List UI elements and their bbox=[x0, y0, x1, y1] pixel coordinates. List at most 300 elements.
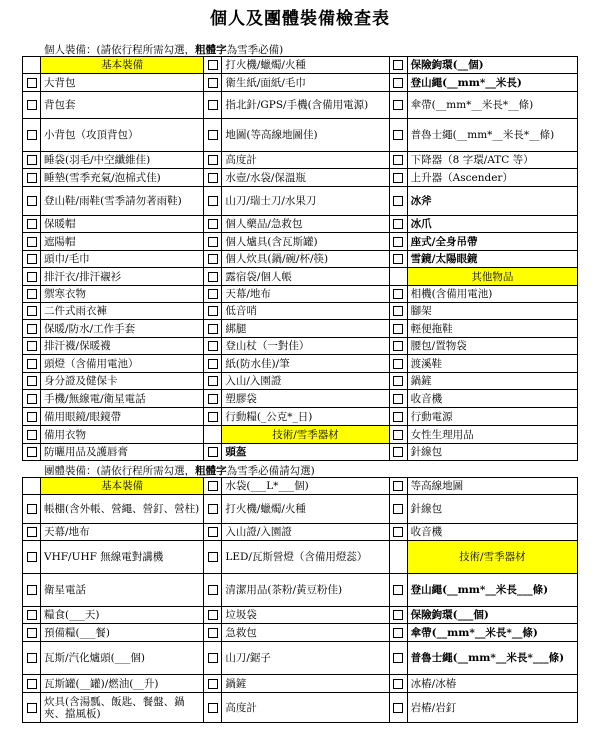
table-row bbox=[23, 478, 578, 495]
checkbox-icon[interactable] bbox=[208, 341, 218, 351]
item-checkbox[interactable] bbox=[23, 495, 41, 524]
item-checkbox[interactable] bbox=[389, 408, 407, 426]
item-label: 個人藥品/急救包 bbox=[222, 216, 389, 233]
item-label: 天幕/地布 bbox=[222, 286, 389, 303]
item-label: 保險鉤環(___個) bbox=[407, 607, 577, 624]
checkbox-icon[interactable] bbox=[208, 60, 218, 70]
item-checkbox[interactable] bbox=[204, 355, 222, 373]
checkbox-icon[interactable] bbox=[393, 359, 403, 369]
checkbox-icon[interactable] bbox=[208, 254, 218, 264]
item-label: 針線包 bbox=[407, 444, 577, 461]
item-label: 清潔用品(茶粉/黃豆粉佳) bbox=[222, 574, 389, 607]
checkbox-icon[interactable] bbox=[208, 173, 218, 183]
checkbox-icon[interactable] bbox=[27, 703, 37, 713]
item-checkbox[interactable] bbox=[389, 57, 407, 74]
item-label: 綁腿 bbox=[222, 320, 389, 338]
item-checkbox[interactable] bbox=[204, 57, 222, 74]
checkbox-icon[interactable] bbox=[208, 585, 218, 595]
checkbox-icon[interactable] bbox=[208, 610, 218, 620]
section-header: 技術/雪季器材 bbox=[222, 426, 389, 444]
checkbox-icon[interactable] bbox=[208, 703, 218, 713]
item-checkbox[interactable] bbox=[23, 642, 41, 675]
item-label: 普魯士繩(__mm*__米長*___條) bbox=[407, 642, 577, 675]
table-row bbox=[23, 426, 578, 444]
item-label: 登山繩(__mm*__米長___條) bbox=[407, 574, 577, 607]
group-gear-table bbox=[22, 477, 578, 723]
checkbox-icon[interactable] bbox=[27, 306, 37, 316]
item-checkbox[interactable] bbox=[389, 303, 407, 320]
item-checkbox[interactable] bbox=[204, 478, 222, 495]
item-checkbox[interactable] bbox=[204, 642, 222, 675]
checkbox-icon[interactable] bbox=[27, 412, 37, 422]
checkbox-icon[interactable] bbox=[208, 628, 218, 638]
checkbox-icon[interactable] bbox=[393, 481, 403, 491]
section-header: 基本裝備 bbox=[41, 478, 204, 495]
item-checkbox[interactable] bbox=[204, 233, 222, 251]
item-checkbox[interactable] bbox=[23, 693, 41, 723]
item-checkbox[interactable] bbox=[204, 524, 222, 541]
item-checkbox[interactable] bbox=[389, 152, 407, 169]
item-label: 登山鞋/雨鞋(雪季請勿著雨鞋) bbox=[41, 187, 204, 216]
item-checkbox[interactable] bbox=[204, 495, 222, 524]
checkbox-icon[interactable] bbox=[393, 196, 403, 206]
table-row bbox=[23, 693, 578, 723]
table-row bbox=[23, 74, 578, 92]
checkbox-icon[interactable] bbox=[27, 527, 37, 537]
item-checkbox[interactable] bbox=[23, 169, 41, 187]
checkbox-icon[interactable] bbox=[208, 306, 218, 316]
item-checkbox[interactable] bbox=[23, 444, 41, 461]
checkbox-icon[interactable] bbox=[208, 196, 218, 206]
empty-checkbox-cell bbox=[23, 57, 41, 74]
item-label: 塑膠袋 bbox=[222, 390, 389, 408]
item-checkbox[interactable] bbox=[204, 303, 222, 320]
item-checkbox[interactable] bbox=[389, 693, 407, 723]
checkbox-icon[interactable] bbox=[27, 324, 37, 334]
item-checkbox[interactable] bbox=[23, 268, 41, 286]
item-label: 冰爪 bbox=[407, 216, 577, 233]
table-row bbox=[23, 355, 578, 373]
checkbox-icon[interactable] bbox=[27, 394, 37, 404]
item-checkbox[interactable] bbox=[23, 320, 41, 338]
table-row bbox=[23, 268, 578, 286]
item-label: 腰包/置物袋 bbox=[407, 338, 577, 355]
item-checkbox[interactable] bbox=[204, 444, 222, 461]
item-checkbox[interactable] bbox=[23, 152, 41, 169]
checkbox-icon[interactable] bbox=[393, 78, 403, 88]
checkbox-icon[interactable] bbox=[393, 219, 403, 229]
item-checkbox[interactable] bbox=[204, 373, 222, 390]
checkbox-icon[interactable] bbox=[393, 289, 403, 299]
item-label: 高度計 bbox=[222, 693, 389, 723]
item-label: 收音機 bbox=[407, 524, 577, 541]
item-checkbox[interactable] bbox=[23, 74, 41, 92]
table-row bbox=[23, 92, 578, 119]
item-label: 地圖(等高線地圖佳) bbox=[222, 119, 389, 152]
item-checkbox[interactable] bbox=[23, 187, 41, 216]
group-note-suffix: 為雪季必備請勾選) bbox=[226, 465, 315, 477]
item-label: 睡墊(雪季充氣/泡棉式佳) bbox=[41, 169, 204, 187]
checkbox-icon[interactable] bbox=[208, 237, 218, 247]
checkbox-icon[interactable] bbox=[27, 78, 37, 88]
item-label: 排汗衣/排汗襯衫 bbox=[41, 268, 204, 286]
checkbox-icon[interactable] bbox=[393, 610, 403, 620]
group-gear-note bbox=[44, 463, 315, 478]
table-row bbox=[23, 373, 578, 390]
checkbox-icon[interactable] bbox=[208, 412, 218, 422]
checkbox-icon[interactable] bbox=[208, 394, 218, 404]
item-checkbox[interactable] bbox=[204, 624, 222, 642]
checkbox-icon[interactable] bbox=[208, 552, 218, 562]
item-label: 鍋鏟 bbox=[407, 373, 577, 390]
item-label: 瓦斯/汽化爐頭(___個) bbox=[41, 642, 204, 675]
checkbox-icon[interactable] bbox=[393, 412, 403, 422]
section-header: 其他物品 bbox=[407, 268, 577, 286]
checkbox-icon[interactable] bbox=[208, 527, 218, 537]
item-label: 座式/全身吊帶 bbox=[407, 233, 577, 251]
item-label: 小背包（攻頂背包） bbox=[41, 119, 204, 152]
item-checkbox[interactable] bbox=[23, 426, 41, 444]
item-label: 鍋鏟 bbox=[222, 675, 389, 693]
item-checkbox[interactable] bbox=[23, 390, 41, 408]
item-checkbox[interactable] bbox=[204, 92, 222, 119]
checkbox-icon[interactable] bbox=[27, 219, 37, 229]
item-label: LED/瓦斯營燈（含備用燈蕊） bbox=[222, 541, 389, 574]
item-checkbox[interactable] bbox=[389, 187, 407, 216]
item-label: 頭盔 bbox=[222, 444, 389, 461]
item-checkbox[interactable] bbox=[204, 320, 222, 338]
item-checkbox[interactable] bbox=[204, 251, 222, 268]
item-checkbox[interactable] bbox=[23, 251, 41, 268]
item-checkbox[interactable] bbox=[389, 642, 407, 675]
item-label: 登山繩(__mm*__米長) bbox=[407, 74, 577, 92]
item-checkbox[interactable] bbox=[23, 373, 41, 390]
item-label: 雪鏡/太陽眼鏡 bbox=[407, 251, 577, 268]
checkbox-icon[interactable] bbox=[208, 272, 218, 282]
item-checkbox[interactable] bbox=[389, 92, 407, 119]
item-checkbox[interactable] bbox=[389, 251, 407, 268]
table-row bbox=[23, 408, 578, 426]
item-checkbox[interactable] bbox=[23, 355, 41, 373]
personal-gear-table bbox=[22, 56, 578, 461]
item-checkbox[interactable] bbox=[389, 426, 407, 444]
item-checkbox[interactable] bbox=[389, 607, 407, 624]
item-checkbox[interactable] bbox=[204, 338, 222, 355]
checkbox-icon[interactable] bbox=[27, 376, 37, 386]
item-label: 普魯士繩(__mm*__米長*__條) bbox=[407, 119, 577, 152]
item-label: 帳棚(含外帳、營繩、營釘、營柱) bbox=[41, 495, 204, 524]
item-label: 身分證及健保卡 bbox=[41, 373, 204, 390]
item-label: 睡袋(羽毛/中空纖維佳) bbox=[41, 152, 204, 169]
checkbox-icon[interactable] bbox=[27, 585, 37, 595]
item-label: 高度計 bbox=[222, 152, 389, 169]
checkbox-icon[interactable] bbox=[27, 610, 37, 620]
item-checkbox[interactable] bbox=[23, 408, 41, 426]
item-label: 山刀/瑞士刀/水果刀 bbox=[222, 187, 389, 216]
checkbox-icon[interactable] bbox=[208, 504, 218, 514]
item-checkbox[interactable] bbox=[204, 268, 222, 286]
table-row bbox=[23, 233, 578, 251]
checkbox-icon[interactable] bbox=[208, 679, 218, 689]
item-label: 輕便拖鞋 bbox=[407, 320, 577, 338]
item-label: 糧食(___天) bbox=[41, 607, 204, 624]
item-label: 天幕/地布 bbox=[41, 524, 204, 541]
checkbox-icon[interactable] bbox=[393, 394, 403, 404]
item-checkbox[interactable] bbox=[389, 119, 407, 152]
item-checkbox[interactable] bbox=[204, 408, 222, 426]
item-label: 個人爐具(含瓦斯罐) bbox=[222, 233, 389, 251]
item-checkbox[interactable] bbox=[204, 607, 222, 624]
item-checkbox[interactable] bbox=[23, 216, 41, 233]
checkbox-icon[interactable] bbox=[393, 703, 403, 713]
item-checkbox[interactable] bbox=[389, 373, 407, 390]
item-label: 打火機/蠟燭/火種 bbox=[222, 495, 389, 524]
item-checkbox[interactable] bbox=[389, 524, 407, 541]
checkbox-icon[interactable] bbox=[393, 237, 403, 247]
personal-note-text: 個人裝備：(請依行程所需勾選， bbox=[44, 44, 196, 56]
item-label: 露宿袋/個人帳 bbox=[222, 268, 389, 286]
checkbox-icon[interactable] bbox=[27, 679, 37, 689]
checkbox-icon[interactable] bbox=[393, 155, 403, 165]
item-checkbox[interactable] bbox=[23, 286, 41, 303]
checkbox-icon[interactable] bbox=[27, 173, 37, 183]
checkbox-icon[interactable] bbox=[27, 504, 37, 514]
item-checkbox[interactable] bbox=[23, 524, 41, 541]
item-label: 下降器（8 字環/ATC 等） bbox=[407, 152, 577, 169]
checkbox-icon[interactable] bbox=[393, 585, 403, 595]
item-label: 紙(防水佳)/筆 bbox=[222, 355, 389, 373]
table-row bbox=[23, 57, 578, 74]
item-label: 遮陽帽 bbox=[41, 233, 204, 251]
table-row bbox=[23, 541, 578, 574]
personal-note-suffix: 為雪季必備) bbox=[226, 44, 284, 56]
item-label: 衛星電話 bbox=[41, 574, 204, 607]
checkbox-icon[interactable] bbox=[393, 447, 403, 457]
item-checkbox[interactable] bbox=[389, 233, 407, 251]
item-checkbox[interactable] bbox=[204, 187, 222, 216]
empty-checkbox-cell bbox=[389, 541, 407, 574]
item-label: 備用眼鏡/眼鏡帶 bbox=[41, 408, 204, 426]
item-checkbox[interactable] bbox=[389, 355, 407, 373]
table-row bbox=[23, 119, 578, 152]
item-checkbox[interactable] bbox=[389, 495, 407, 524]
empty-checkbox-cell bbox=[23, 478, 41, 495]
checkbox-icon[interactable] bbox=[27, 447, 37, 457]
checkbox-icon[interactable] bbox=[27, 653, 37, 663]
checkbox-icon[interactable] bbox=[393, 173, 403, 183]
item-checkbox[interactable] bbox=[23, 233, 41, 251]
checkbox-icon[interactable] bbox=[393, 100, 403, 110]
checkbox-icon[interactable] bbox=[27, 359, 37, 369]
checkbox-icon[interactable] bbox=[393, 679, 403, 689]
checkbox-icon[interactable] bbox=[393, 430, 403, 440]
item-label: 針線包 bbox=[407, 495, 577, 524]
item-label: 岩樁/岩釘 bbox=[407, 693, 577, 723]
item-label: 等高線地圖 bbox=[407, 478, 577, 495]
item-checkbox[interactable] bbox=[204, 216, 222, 233]
item-label: VHF/UHF 無線電對講機 bbox=[41, 541, 204, 574]
item-label: 個人炊具(鍋/碗/杯/筷) bbox=[222, 251, 389, 268]
item-checkbox[interactable] bbox=[23, 541, 41, 574]
checkbox-icon[interactable] bbox=[27, 237, 37, 247]
item-checkbox[interactable] bbox=[389, 286, 407, 303]
checkbox-icon[interactable] bbox=[393, 306, 403, 316]
item-label: 相機(含備用電池) bbox=[407, 286, 577, 303]
item-checkbox[interactable] bbox=[204, 574, 222, 607]
table-row bbox=[23, 187, 578, 216]
item-checkbox[interactable] bbox=[23, 338, 41, 355]
item-label: 頭巾/毛巾 bbox=[41, 251, 204, 268]
checkbox-icon[interactable] bbox=[27, 254, 37, 264]
item-checkbox[interactable] bbox=[389, 444, 407, 461]
checkbox-icon[interactable] bbox=[208, 376, 218, 386]
item-label: 行動糧(_公克*_日) bbox=[222, 408, 389, 426]
group-note-text: 團體裝備：(請依行程所需勾選， bbox=[44, 465, 196, 477]
table-row bbox=[23, 320, 578, 338]
item-label: 登山杖（一對佳） bbox=[222, 338, 389, 355]
item-label: 入山/入園證 bbox=[222, 373, 389, 390]
checkbox-icon[interactable] bbox=[208, 653, 218, 663]
checkbox-icon[interactable] bbox=[393, 628, 403, 638]
item-label: 渡溪鞋 bbox=[407, 355, 577, 373]
item-label: 保險鉤環(__個) bbox=[407, 57, 577, 74]
table-row bbox=[23, 286, 578, 303]
table-row bbox=[23, 303, 578, 320]
item-label: 上升器（Ascender） bbox=[407, 169, 577, 187]
item-checkbox[interactable] bbox=[23, 303, 41, 320]
checkbox-icon[interactable] bbox=[208, 289, 218, 299]
checkbox-icon[interactable] bbox=[208, 324, 218, 334]
item-checkbox[interactable] bbox=[389, 675, 407, 693]
item-label: 水袋(___L*___個) bbox=[222, 478, 389, 495]
item-label: 背包套 bbox=[41, 92, 204, 119]
item-checkbox[interactable] bbox=[204, 693, 222, 723]
item-label: 腳架 bbox=[407, 303, 577, 320]
item-checkbox[interactable] bbox=[389, 624, 407, 642]
item-checkbox[interactable] bbox=[389, 478, 407, 495]
item-label: 行動電源 bbox=[407, 408, 577, 426]
table-row bbox=[23, 444, 578, 461]
checkbox-icon[interactable] bbox=[27, 628, 37, 638]
checkbox-icon[interactable] bbox=[393, 324, 403, 334]
item-checkbox[interactable] bbox=[204, 675, 222, 693]
checkbox-icon[interactable] bbox=[27, 130, 37, 140]
checkbox-icon[interactable] bbox=[27, 289, 37, 299]
checkbox-icon[interactable] bbox=[27, 341, 37, 351]
item-checkbox[interactable] bbox=[389, 338, 407, 355]
checkbox-icon[interactable] bbox=[208, 447, 218, 457]
item-label: 預備糧(___餐) bbox=[41, 624, 204, 642]
table-row bbox=[23, 675, 578, 693]
item-checkbox[interactable] bbox=[23, 574, 41, 607]
checkbox-icon[interactable] bbox=[27, 272, 37, 282]
item-checkbox[interactable] bbox=[23, 675, 41, 693]
checkbox-icon[interactable] bbox=[393, 376, 403, 386]
item-label: 手機/無線電/衛星電話 bbox=[41, 390, 204, 408]
item-label: 瓦斯罐(__罐)/燃油(__升) bbox=[41, 675, 204, 693]
item-label: 傘帶(__mm*__米長*__條) bbox=[407, 92, 577, 119]
item-checkbox[interactable] bbox=[204, 119, 222, 152]
item-label: 保暖/防水/工作手套 bbox=[41, 320, 204, 338]
item-label: 垃圾袋 bbox=[222, 607, 389, 624]
item-label: 衛生紙/面紙/毛巾 bbox=[222, 74, 389, 92]
checkbox-icon[interactable] bbox=[27, 100, 37, 110]
checkbox-icon[interactable] bbox=[393, 653, 403, 663]
item-checkbox[interactable] bbox=[204, 541, 222, 574]
item-checkbox[interactable] bbox=[204, 286, 222, 303]
empty-checkbox-cell bbox=[389, 268, 407, 286]
item-checkbox[interactable] bbox=[389, 216, 407, 233]
item-checkbox[interactable] bbox=[389, 574, 407, 607]
item-label: 水壺/水袋/保溫瓶 bbox=[222, 169, 389, 187]
item-checkbox[interactable] bbox=[23, 119, 41, 152]
item-checkbox[interactable] bbox=[23, 624, 41, 642]
item-checkbox[interactable] bbox=[23, 607, 41, 624]
checkbox-icon[interactable] bbox=[27, 155, 37, 165]
checkbox-icon[interactable] bbox=[393, 130, 403, 140]
item-checkbox[interactable] bbox=[204, 152, 222, 169]
section-header: 技術/雪季器材 bbox=[407, 541, 577, 574]
group-note-bold: 粗體字 bbox=[195, 465, 227, 477]
checkbox-icon[interactable] bbox=[27, 552, 37, 562]
checkbox-icon[interactable] bbox=[208, 155, 218, 165]
checkbox-icon[interactable] bbox=[208, 219, 218, 229]
table-row bbox=[23, 216, 578, 233]
checkbox-icon[interactable] bbox=[208, 78, 218, 88]
item-label: 大背包 bbox=[41, 74, 204, 92]
item-label: 炊具(含湯瓢、飯匙、餐盤、鍋夾、擋風板) bbox=[41, 693, 204, 723]
checkbox-icon[interactable] bbox=[208, 100, 218, 110]
checkbox-icon[interactable] bbox=[393, 341, 403, 351]
page-title: 個人及團體裝備檢查表 bbox=[210, 9, 390, 29]
table-row bbox=[23, 495, 578, 524]
item-label: 女性生理用品 bbox=[407, 426, 577, 444]
item-label: 低音哨 bbox=[222, 303, 389, 320]
item-checkbox[interactable] bbox=[389, 169, 407, 187]
checkbox-icon[interactable] bbox=[393, 527, 403, 537]
item-checkbox[interactable] bbox=[389, 74, 407, 92]
table-row bbox=[23, 607, 578, 624]
empty-checkbox-cell bbox=[204, 426, 222, 444]
checkbox-icon[interactable] bbox=[393, 504, 403, 514]
item-checkbox[interactable] bbox=[389, 390, 407, 408]
checkbox-icon[interactable] bbox=[393, 254, 403, 264]
checkbox-icon[interactable] bbox=[27, 196, 37, 206]
item-label: 頭燈（含備用電池） bbox=[41, 355, 204, 373]
item-label: 山刀/鋸子 bbox=[222, 642, 389, 675]
item-label: 傘帶(__mm*__米長*__條) bbox=[407, 624, 577, 642]
checkbox-icon[interactable] bbox=[393, 60, 403, 70]
checkbox-icon[interactable] bbox=[208, 130, 218, 140]
checkbox-icon[interactable] bbox=[208, 481, 218, 491]
item-label: 入山證/入園證 bbox=[222, 524, 389, 541]
item-label: 二件式雨衣褲 bbox=[41, 303, 204, 320]
item-checkbox[interactable] bbox=[389, 320, 407, 338]
item-checkbox[interactable] bbox=[204, 169, 222, 187]
item-checkbox[interactable] bbox=[204, 74, 222, 92]
item-checkbox[interactable] bbox=[23, 92, 41, 119]
item-checkbox[interactable] bbox=[204, 390, 222, 408]
checkbox-icon[interactable] bbox=[27, 430, 37, 440]
table-row bbox=[23, 642, 578, 675]
checkbox-icon[interactable] bbox=[208, 359, 218, 369]
table-row bbox=[23, 152, 578, 169]
item-label: 防曬用品及護唇膏 bbox=[41, 444, 204, 461]
table-row bbox=[23, 390, 578, 408]
section-header: 基本裝備 bbox=[41, 57, 204, 74]
item-label: 備用衣物 bbox=[41, 426, 204, 444]
table-row bbox=[23, 251, 578, 268]
